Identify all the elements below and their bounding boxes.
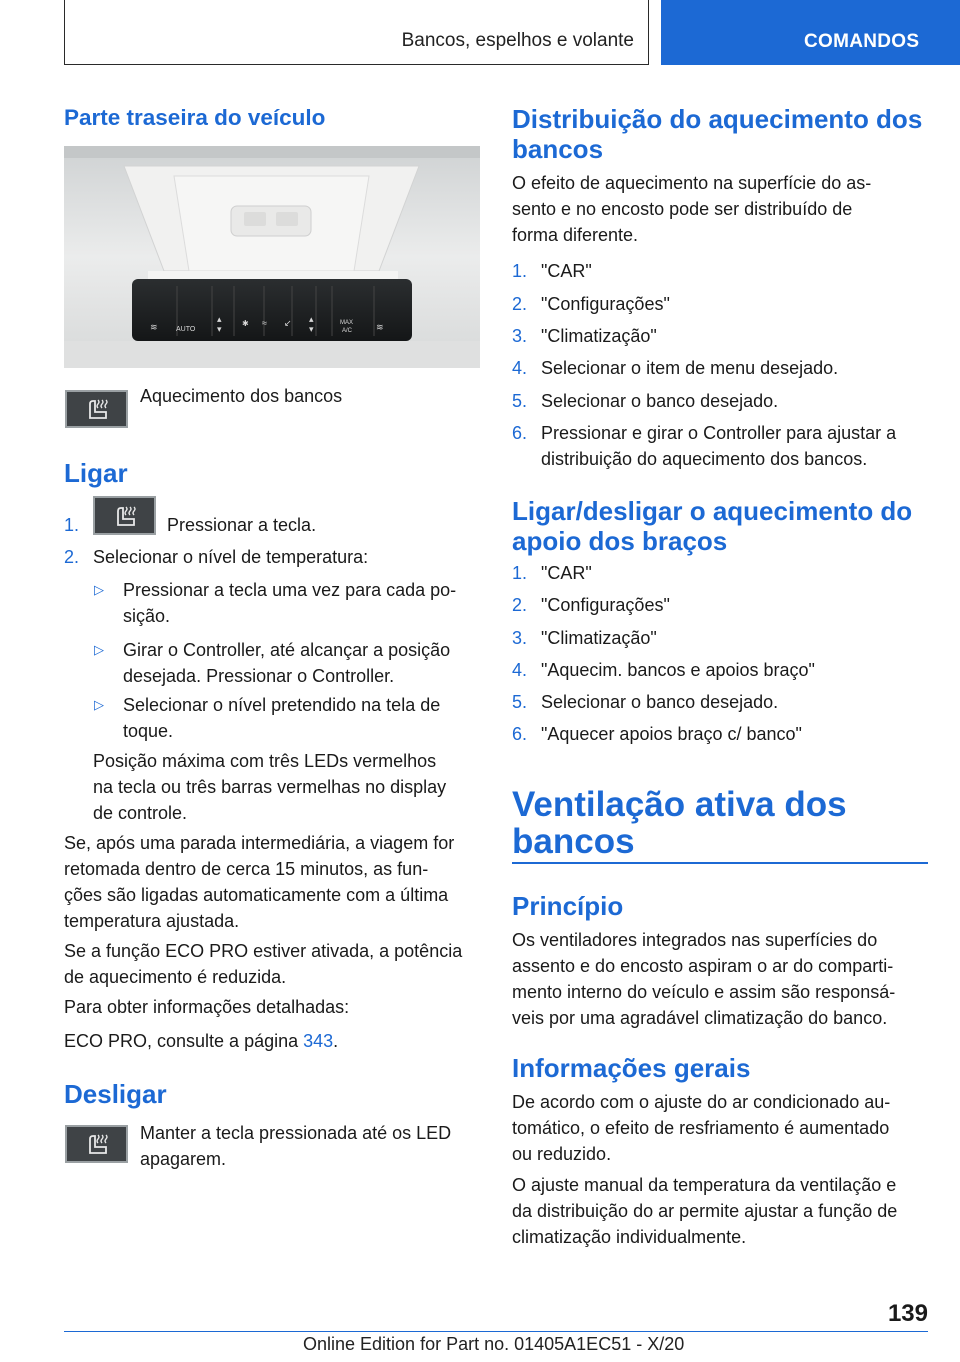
apoio-step-text: Selecionar o banco desejado. <box>541 692 779 712</box>
desligar-heading: Desligar <box>64 1079 167 1109</box>
info-heading: Informações gerais <box>512 1053 751 1083</box>
distrib-step-num: 4. <box>512 358 528 378</box>
ligar-step2-text: Selecionar o nível de temperatura: <box>93 547 369 567</box>
desligar-text-line1: Manter a tecla pressionada até os LED <box>140 1123 452 1143</box>
ligar-note-line2: na tecla ou três barras vermelhas no display <box>93 777 447 797</box>
distrib-intro-line3: forma diferente. <box>512 225 639 245</box>
bullet-triangle-icon: ▷ <box>94 697 104 712</box>
distrib-heading-line2: bancos <box>512 134 604 164</box>
apoio-step-text: "Aquecim. bancos e apoios braço" <box>541 660 815 680</box>
distrib-step-text: "Configurações" <box>541 294 670 314</box>
ligar-step1-key <box>93 496 156 535</box>
apoio-step-num: 6. <box>512 724 528 744</box>
seat-heating-key <box>65 390 128 428</box>
bullet-2-line2: desejada. Pressionar o Controller. <box>123 666 395 686</box>
para2-line1: Se a função ECO PRO estiver ativada, a potência <box>64 941 463 961</box>
edition-line: Online Edition for Part no. 01405A1EC51 - X/20 <box>303 1334 685 1354</box>
distrib-intro-line2: sento e no encosto pode ser distribuído de <box>512 199 853 219</box>
distrib-step-text: "CAR" <box>541 261 592 281</box>
desligar-key <box>65 1125 128 1163</box>
bullet-triangle-icon: ▷ <box>94 582 104 597</box>
bullet-2-line1: Girar o Controller, até alcançar a posição <box>123 640 451 660</box>
bullet-1-line2: sição. <box>123 606 171 626</box>
svg-text:↙: ↙ <box>284 318 292 328</box>
svg-text:MAX: MAX <box>340 320 354 326</box>
ligar-note-line1: Posição máxima com três LEDs vermelhos <box>93 751 437 771</box>
apoio-step-num: 1. <box>512 563 528 583</box>
seat-heating-icon <box>110 503 140 529</box>
distrib-intro-line1: O efeito de aquecimento na superfície do as- <box>512 173 872 193</box>
ligar-step1-text: Pressionar a tecla. <box>167 515 317 535</box>
svg-text:✱: ✱ <box>242 319 249 328</box>
para1-line2: retomada dentro de cerca 15 minutos, as fun- <box>64 859 429 879</box>
para1-line4: temperatura ajustada. <box>64 911 240 931</box>
apoio-step-num: 5. <box>512 692 528 712</box>
rear-section-title: Parte traseira do veículo <box>64 105 326 130</box>
svg-text:≋: ≋ <box>376 322 384 332</box>
para4-text: ECO PRO, consulte a página <box>64 1031 304 1051</box>
para4-end: . <box>333 1031 339 1051</box>
principio-heading: Princípio <box>512 891 624 921</box>
para4 <box>64 1028 338 1054</box>
para1-line1: Se, após uma parada intermediária, a viagem for <box>64 833 455 853</box>
apoio-step-num: 3. <box>512 628 528 648</box>
header-section-box <box>64 0 649 65</box>
distrib-step-num: 3. <box>512 326 528 346</box>
bullet-triangle-icon: ▷ <box>94 642 104 657</box>
header-chapter-label: COMANDOS <box>804 31 920 52</box>
info-line2: tomático, o efeito de resfriamento é aumentado <box>512 1118 890 1138</box>
rear-console-illustration <box>64 146 480 368</box>
principio-line4: veis por uma agradável climatização do banco. <box>512 1008 888 1028</box>
seat-heating-icon <box>82 1131 112 1157</box>
para2-line2: de aquecimento é reduzida. <box>64 967 287 987</box>
desligar-text-line2: apagarem. <box>140 1149 227 1169</box>
svg-text:▾: ▾ <box>217 324 222 334</box>
apoio-heading-line1: Ligar/desligar o aquecimento do <box>512 496 913 526</box>
svg-text:≈: ≈ <box>262 318 267 328</box>
ligar-heading: Ligar <box>64 458 128 488</box>
info-line3: ou reduzido. <box>512 1144 612 1164</box>
ventilacao-heading-line1: Ventilação ativa dos <box>512 785 847 824</box>
principio-line1: Os ventiladores integrados nas superfícies do <box>512 930 878 950</box>
apoio-step-text: "CAR" <box>541 563 592 583</box>
svg-text:▴: ▴ <box>309 314 314 324</box>
bullet-1-line1: Pressionar a tecla uma vez para cada po- <box>123 580 457 600</box>
seat-heating-caption: Aquecimento dos bancos <box>140 386 343 406</box>
distrib-step-text: Selecionar o banco desejado. <box>541 391 779 411</box>
apoio-step-text: "Climatização" <box>541 628 657 648</box>
svg-text:▴: ▴ <box>217 314 222 324</box>
page-number: 139 <box>887 1300 928 1327</box>
distrib-step-text-cont: distribuição do aquecimento dos bancos. <box>541 449 868 469</box>
distrib-step-num: 2. <box>512 294 528 314</box>
distrib-step-num: 6. <box>512 423 528 443</box>
footer-rule <box>64 1331 928 1332</box>
bullet-3-line1: Selecionar o nível pretendido na tela de <box>123 695 441 715</box>
info-line1: De acordo com o ajuste do ar condicionado au- <box>512 1092 891 1112</box>
rear-console-photo <box>64 146 480 368</box>
distrib-step-text: "Climatização" <box>541 326 657 346</box>
ligar-step1-num: 1. <box>64 515 80 535</box>
svg-text:AUTO: AUTO <box>176 326 196 333</box>
ligar-step2-num: 2. <box>64 547 80 567</box>
apoio-step-text: "Configurações" <box>541 595 670 615</box>
svg-text:A/C: A/C <box>342 328 353 334</box>
info2-line3: climatização individualmente. <box>512 1227 747 1247</box>
page-link-343[interactable]: 343 <box>303 1031 334 1051</box>
distrib-step-text: Pressionar e girar o Controller para ajustar a <box>541 423 897 443</box>
distrib-step-num: 5. <box>512 391 528 411</box>
principio-line2: assento e do encosto aspiram o ar do comparti- <box>512 956 894 976</box>
para1-line3: ções são ligadas automaticamente com a última <box>64 885 449 905</box>
header-chapter-tab <box>661 0 960 65</box>
apoio-heading-line2: apoio dos braços <box>512 526 728 556</box>
info2-line2: da distribuição do ar permite ajustar a função de <box>512 1201 898 1221</box>
apoio-step-num: 4. <box>512 660 528 680</box>
ventilacao-heading-line2: bancos <box>512 822 635 861</box>
svg-text:▾: ▾ <box>309 324 314 334</box>
bullet-3-line2: toque. <box>123 721 174 741</box>
chapter-rule <box>512 862 928 864</box>
apoio-step-num: 2. <box>512 595 528 615</box>
svg-text:≋: ≋ <box>150 322 158 332</box>
info2-line1: O ajuste manual da temperatura da ventilação e <box>512 1175 897 1195</box>
distrib-heading-line1: Distribuição do aquecimento dos <box>512 104 923 134</box>
ligar-note-line3: de controle. <box>93 803 188 823</box>
distrib-step-text: Selecionar o item de menu desejado. <box>541 358 839 378</box>
apoio-step-text: "Aquecer apoios braço c/ banco" <box>541 724 802 744</box>
header-section-title: Bancos, espelhos e volante <box>401 30 634 51</box>
distrib-step-num: 1. <box>512 261 528 281</box>
seat-heating-icon <box>82 396 112 422</box>
para3: Para obter informações detalhadas: <box>64 997 350 1017</box>
principio-line3: mento interno do veículo e assim são responsá- <box>512 982 896 1002</box>
